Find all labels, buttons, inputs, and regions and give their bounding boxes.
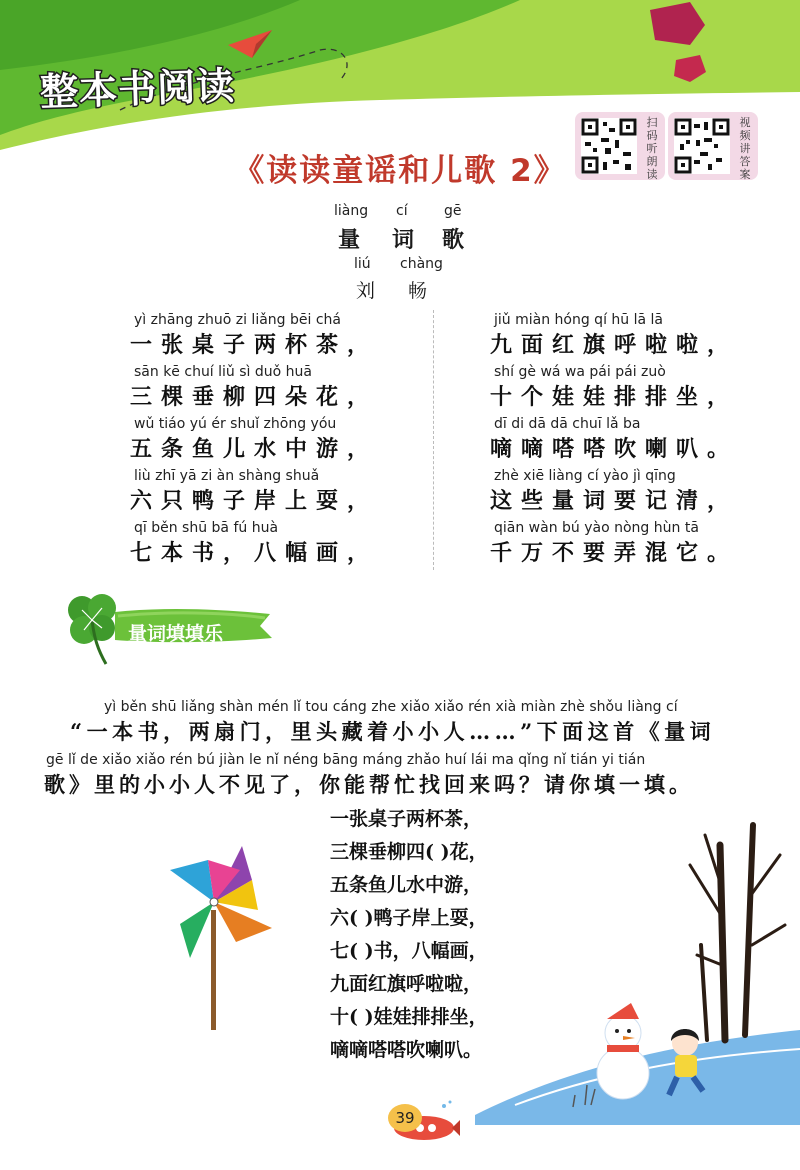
poem-line <box>490 310 800 362</box>
poem-author-char: 畅 <box>408 280 428 302</box>
title-pinyin: gē <box>444 203 462 219</box>
poem-line-text: 六只鸭子岸上耍， <box>130 488 379 514</box>
fill-line-blank[interactable]: 七( )书，八幅画， <box>330 940 488 962</box>
section-title: 整本书阅读 <box>39 63 236 115</box>
poem-line-pinyin: dī di dā dā chuī lǎ ba <box>494 416 641 432</box>
poem-line-text: 千万不要弄混它。 <box>490 540 739 566</box>
poem-author-block <box>352 256 452 302</box>
poem-line-pinyin: qī běn shū bā fú huà <box>134 520 279 536</box>
fill-line: 一张桌子两杯茶， <box>330 808 483 830</box>
poem-title-char: 量 <box>338 227 361 253</box>
fill-line-blank[interactable]: 六( )鸭子岸上耍， <box>330 907 488 929</box>
poem-title-block <box>334 203 474 253</box>
qr-label-video: 视频讲答案 <box>739 116 751 181</box>
poem-line-text: 十个娃娃排排坐， <box>490 384 739 410</box>
title-pinyin: cí <box>396 203 408 219</box>
poem-divider <box>433 310 434 570</box>
poem-line-pinyin: yì zhāng zhuō zi liǎng bēi chá <box>134 312 341 328</box>
poem-title-char: 歌 <box>442 227 465 253</box>
poem-line <box>130 414 460 466</box>
poem-line-pinyin: shí gè wá wa pái pái zuò <box>494 364 666 380</box>
qr-code-listen[interactable] <box>575 112 665 180</box>
author-pinyin: liú <box>354 256 371 272</box>
title-pinyin: liàng <box>334 203 369 219</box>
qr-label-listen: 扫码听朗读 <box>646 116 658 181</box>
poem-line-text: 这些量词要记清， <box>490 488 739 514</box>
poem-line <box>490 414 800 466</box>
poem-line <box>490 362 800 414</box>
fill-line: 九面红旗呼啦啦， <box>330 973 483 995</box>
book-title: 《读读童谣和儿歌 2》 <box>233 153 567 189</box>
fill-line: 嘀嘀嗒嗒吹喇叭。 <box>330 1039 483 1061</box>
winter-scene-illustration <box>475 805 800 1125</box>
exercise-title: 量词填填乐 <box>128 623 224 645</box>
author-pinyin: chàng <box>400 256 443 272</box>
poem-line <box>130 362 460 414</box>
poem-line-pinyin: jiǔ miàn hóng qí hū lā lā <box>494 312 663 328</box>
poem-line-text: 嘀嘀嗒嗒吹喇叭。 <box>490 436 739 462</box>
fill-line-blank[interactable]: 十( )娃娃排排坐， <box>330 1006 488 1028</box>
poem-line <box>490 466 800 518</box>
tree-icon <box>690 825 785 1040</box>
poem-title-char: 词 <box>392 227 415 253</box>
snowman-icon <box>597 1003 649 1099</box>
poem-line-pinyin: zhè xiē liàng cí yào jì qīng <box>494 468 676 484</box>
clover-icon <box>68 594 116 664</box>
poem-left-column <box>130 310 460 570</box>
intro-pinyin: gē lǐ de xiǎo xiǎo rén bú jiàn le nǐ néng bāng máng zhǎo huí lái ma qǐng nǐ tián yi tián <box>46 752 646 768</box>
poem-line-text: 一张桌子两杯茶， <box>130 332 379 358</box>
poem-line <box>130 466 460 518</box>
page-number: 39 <box>388 1104 422 1132</box>
intro-text: 歌》里的小小人不见了，你能帮忙找回来吗？请你填一填。 <box>44 772 694 797</box>
intro-pinyin: yì běn shū liǎng shàn mén lǐ tou cáng zhe xiǎo xiǎo rén xià miàn zhè shǒu liàng cí <box>104 699 678 715</box>
pinwheel-illustration <box>150 840 280 1040</box>
poem-line-text: 七本书，八幅画， <box>130 540 379 566</box>
qr-code-icon <box>674 118 730 174</box>
poem-author-char: 刘 <box>356 280 376 302</box>
intro-text: “一本书，两扇门，里头藏着小小人……”下面这首《量词 <box>70 719 716 744</box>
qr-code-video[interactable] <box>668 112 758 180</box>
poem-line-pinyin: wǔ tiáo yú ér shuǐ zhōng yóu <box>134 416 337 432</box>
poem-line-pinyin: qiān wàn bú yào nòng hùn tā <box>494 520 699 536</box>
poem-line-pinyin: liù zhī yā zi àn shàng shuǎ <box>134 468 320 484</box>
poem-right-column <box>490 310 800 570</box>
fill-line: 五条鱼儿水中游， <box>330 874 483 896</box>
poem-line-text: 五条鱼儿水中游， <box>130 436 379 462</box>
poem-line <box>490 518 800 570</box>
poem-line-text: 九面红旗呼啦啦， <box>490 332 739 358</box>
poem-line-text: 三棵垂柳四朵花， <box>130 384 379 410</box>
qr-code-icon <box>581 118 637 174</box>
fill-line-blank[interactable]: 三棵垂柳四( )花， <box>330 841 488 863</box>
poem-line <box>130 518 460 570</box>
poem-line-pinyin: sān kē chuí liǔ sì duǒ huā <box>134 364 312 380</box>
poem-line <box>130 310 460 362</box>
